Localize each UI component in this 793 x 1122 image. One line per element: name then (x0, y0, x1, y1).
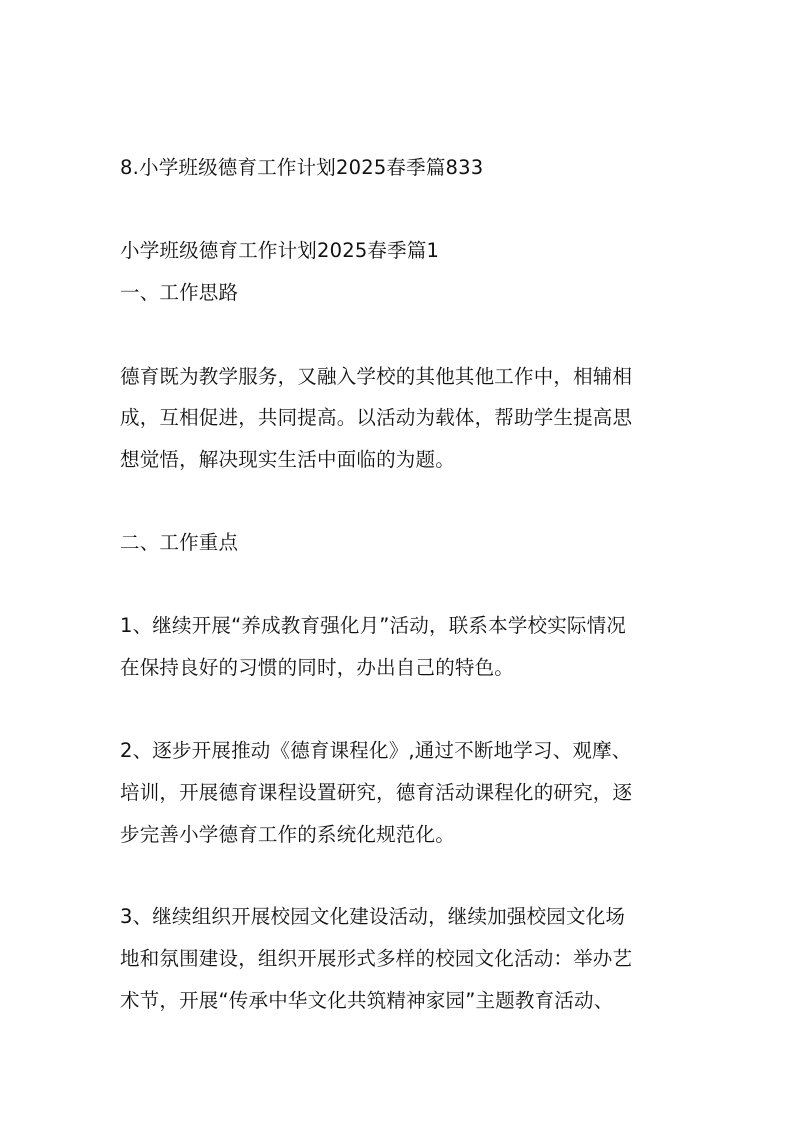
subtitle: 小学班级德育工作计划2025春季篇1 (120, 239, 440, 262)
paragraph-1-line-2: 成，互相促进，共同提高。以活动为载体，帮助学生提高思 (120, 406, 633, 429)
paragraph-1-line-1: 德育既为教学服务，又融入学校的其他其他工作中，相辅相 (120, 365, 633, 388)
item-1-line-1: 1、继续开展“养成教育强化月”活动，联系本学校实际情况 (120, 614, 627, 637)
section-heading-2: 二、工作重点 (120, 531, 239, 554)
item-3-line-3: 术节，开展“传承中华文化共筑精神家园”主题教育活动、 (120, 989, 614, 1012)
item-2-line-1: 2、逐步开展推动《德育课程化》,通过不断地学习、观摩、 (120, 739, 632, 762)
item-3-line-2: 地和氛围建设，组织开展形式多样的校园文化活动：举办艺 (120, 947, 633, 970)
item-2-line-2: 培训，开展德育课程设置研究，德育活动课程化的研究，逐 (120, 781, 633, 804)
section-heading-1: 一、工作思路 (120, 281, 239, 304)
item-1-line-2: 在保持良好的习惯的同时，办出自己的特色。 (120, 656, 515, 679)
document-title: 8.小学班级德育工作计划2025春季篇833 (120, 156, 484, 179)
paragraph-1-line-3: 想觉悟，解决现实生活中面临的为题。 (120, 448, 455, 471)
item-3-line-1: 3、继续组织开展校园文化建设活动，继续加强校园文化场 (120, 905, 626, 928)
item-2-line-3: 步完善小学德育工作的系统化规范化。 (120, 823, 455, 846)
